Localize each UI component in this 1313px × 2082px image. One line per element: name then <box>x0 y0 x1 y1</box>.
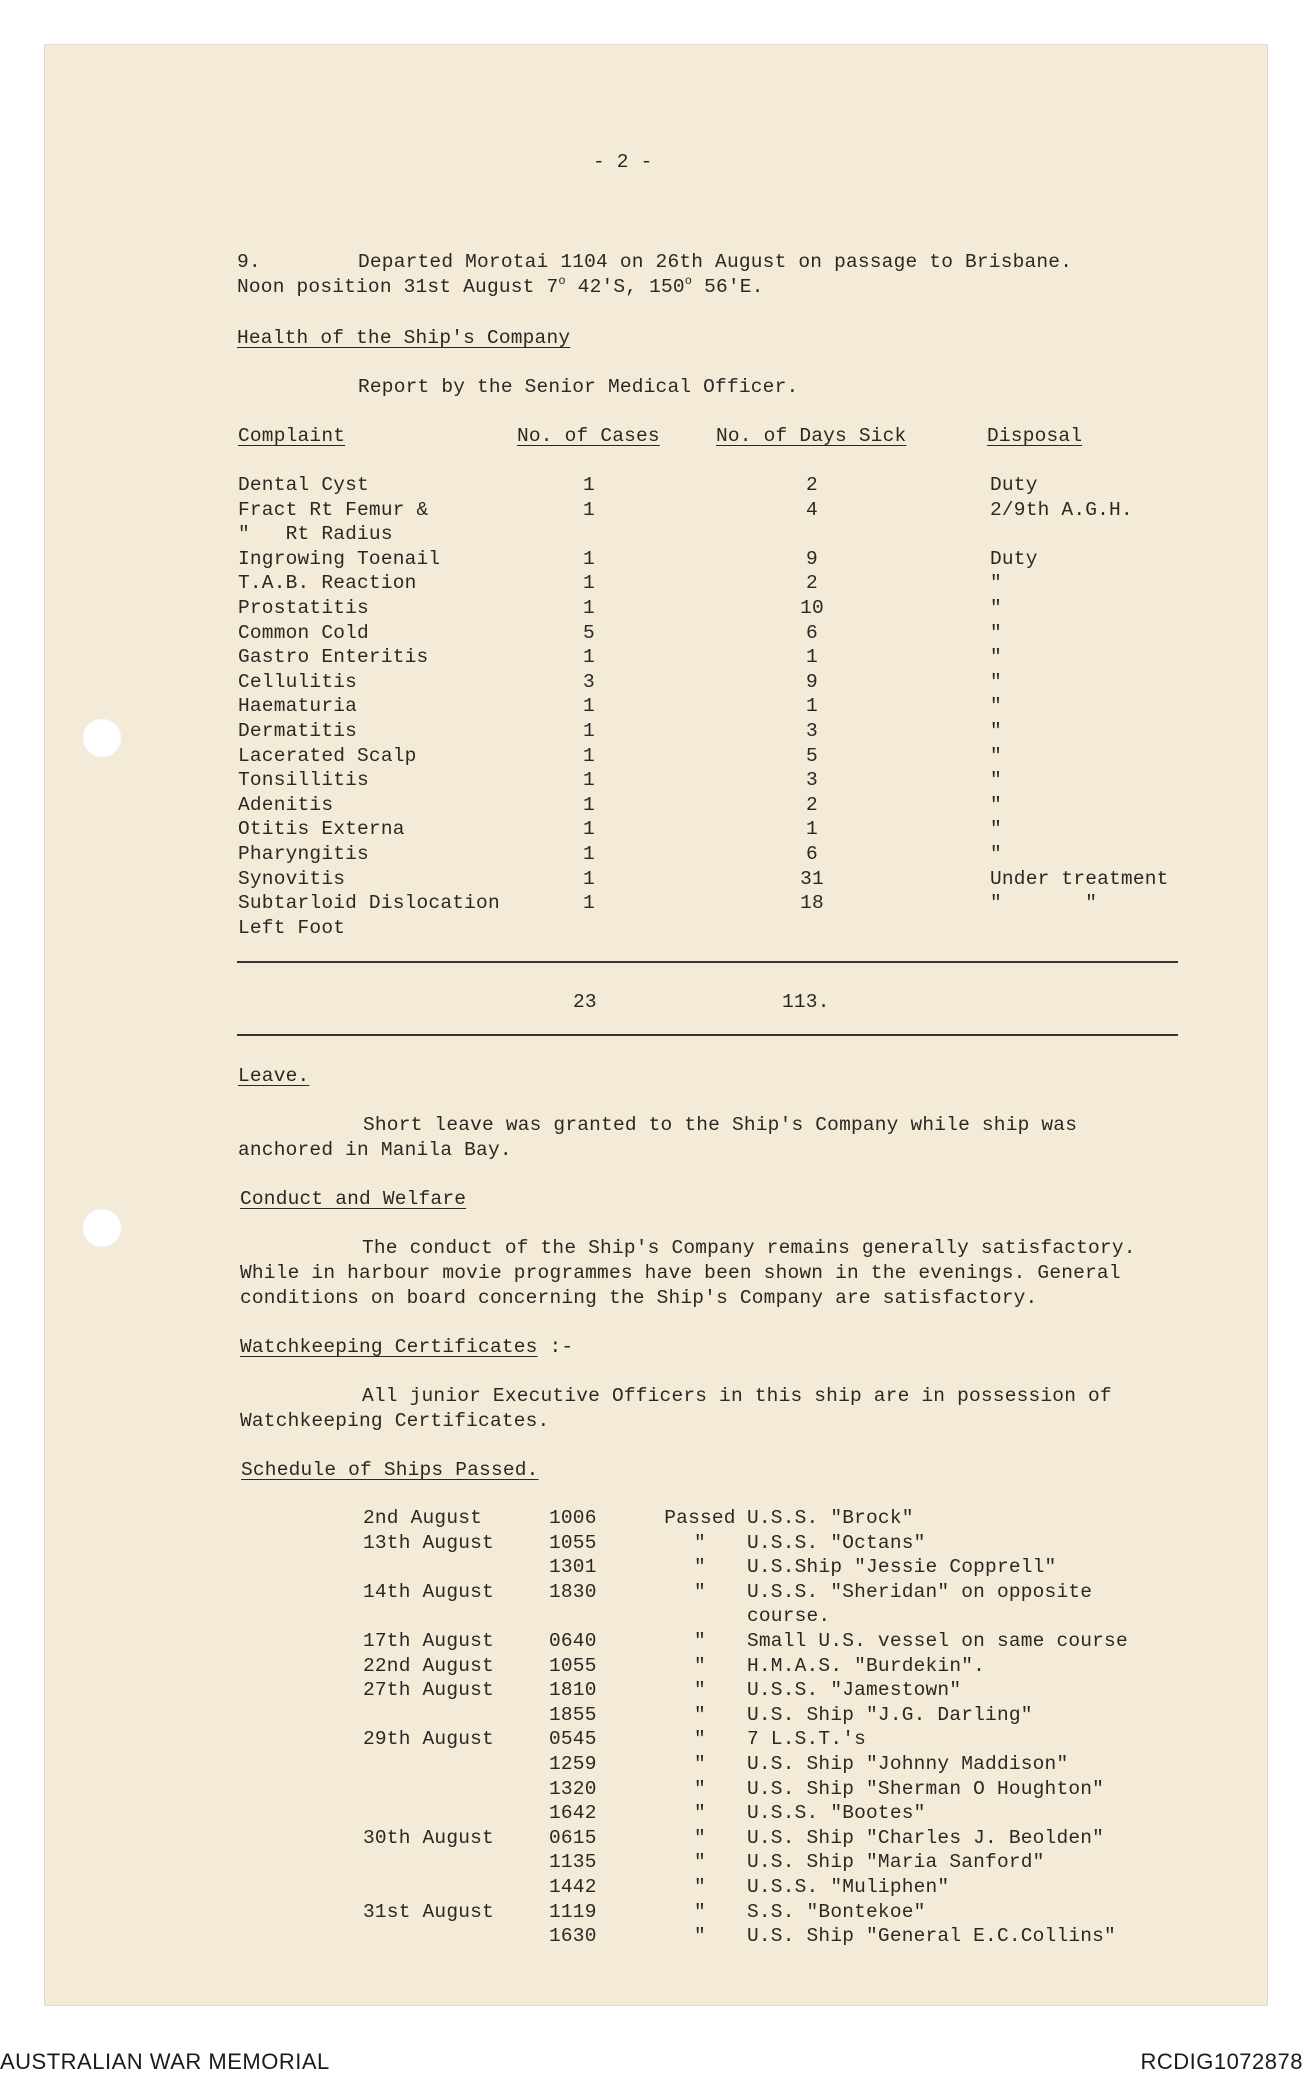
cell-complaint: Left Foot <box>238 916 346 939</box>
schedule-time: 1830 <box>549 1580 597 1603</box>
cell-days: 4 <box>806 498 818 521</box>
schedule-ship: U.S. Ship "General E.C.Collins" <box>747 1925 1116 1948</box>
cell-disposal: " <box>990 818 1002 841</box>
cell-disposal: 2/9th A.G.H. <box>990 498 1133 521</box>
cell-disposal: " <box>990 695 1002 718</box>
cell-complaint: T.A.B. Reaction <box>238 572 417 595</box>
schedule-ship: U.S. Ship "Maria Sanford" <box>747 1851 1045 1874</box>
schedule-mark: " <box>694 1753 706 1775</box>
cell-days: 6 <box>806 843 818 865</box>
schedule-time: 1630 <box>549 1925 597 1948</box>
para9-line2: Noon position 31st August 7$^o$ 42'S, 150$^o$ 56'E. <box>237 274 764 298</box>
cell-cases: 1 <box>583 793 595 816</box>
schedule-time: 1135 <box>549 1851 597 1874</box>
schedule-time: 1259 <box>549 1753 597 1775</box>
schedule-ship: U.S.Ship "Jessie Copprell" <box>747 1556 1057 1579</box>
cell-cases: 1 <box>583 597 595 619</box>
cell-cases: 1 <box>583 818 595 841</box>
schedule-date: 22nd August <box>363 1654 494 1677</box>
cell-cases: 1 <box>583 744 595 767</box>
schedule-ship: U.S. Ship "Charles J. Beolden" <box>747 1826 1105 1849</box>
schedule-ship: 7 L.S.T.'s <box>747 1728 867 1751</box>
cell-cases: 3 <box>583 670 595 693</box>
schedule-time: 1055 <box>549 1531 597 1554</box>
col-header-cases: No. of Cases <box>517 425 660 447</box>
schedule-time: 1301 <box>549 1556 597 1579</box>
cell-disposal: " <box>990 793 1002 816</box>
para-number: 9. <box>237 251 261 273</box>
cell-cases: 1 <box>583 474 595 496</box>
table-rule <box>237 961 1178 963</box>
cell-complaint: Otitis Externa <box>238 818 405 841</box>
col-header-days: No. of Days Sick <box>716 425 907 447</box>
conduct-line1: The conduct of the Ship's Company remains generally satisfactory. <box>362 1237 1136 1259</box>
page-number: - 2 - <box>593 151 653 173</box>
schedule-mark: " <box>694 1900 706 1923</box>
schedule-date: 30th August <box>363 1826 494 1849</box>
schedule-date: 27th August <box>363 1679 494 1702</box>
cell-cases: 1 <box>583 843 595 865</box>
cell-disposal: " <box>990 597 1002 619</box>
cell-days: 31 <box>800 867 824 890</box>
leave-line1: Short leave was granted to the Ship's Company while ship was <box>363 1114 1078 1136</box>
schedule-ship: S.S. "Bontekoe" <box>747 1900 926 1923</box>
cell-days: 6 <box>806 621 818 644</box>
cell-disposal: Duty <box>990 547 1038 570</box>
leave-heading: Leave. <box>238 1065 310 1087</box>
cell-complaint: Ingrowing Toenail <box>238 547 441 570</box>
schedule-date: 29th August <box>363 1728 494 1751</box>
schedule-ship: U.S.S. "Sheridan" on opposite <box>747 1580 1093 1603</box>
schedule-mark: " <box>694 1630 706 1652</box>
schedule-mark: " <box>694 1925 706 1948</box>
watch-heading: Watchkeeping Certificates :- <box>240 1336 574 1358</box>
schedule-ship: Small U.S. vessel on same course <box>747 1630 1128 1652</box>
cell-cases: 1 <box>583 498 595 521</box>
watch-line1: All junior Executive Officers in this ship are in possession of <box>362 1385 1112 1407</box>
cell-disposal: " " <box>990 892 1098 915</box>
cell-days: 1 <box>806 646 818 669</box>
total-cases: 23 <box>573 991 597 1013</box>
health-intro: Report by the Senior Medical Officer. <box>358 376 799 398</box>
schedule-time: 1442 <box>549 1876 597 1898</box>
schedule-ship: U.S.S. "Octans" <box>747 1531 926 1554</box>
cell-cases: 1 <box>583 572 595 595</box>
schedule-heading: Schedule of Ships Passed. <box>241 1459 539 1481</box>
cell-cases: 1 <box>583 547 595 570</box>
schedule-mark: " <box>694 1654 706 1677</box>
cell-days: 1 <box>806 695 818 718</box>
cell-days: 3 <box>806 720 818 742</box>
cell-cases: 1 <box>583 720 595 742</box>
cell-complaint: Dental Cyst <box>238 474 369 496</box>
schedule-mark: " <box>694 1826 706 1849</box>
cell-complaint: Lacerated Scalp <box>238 744 417 767</box>
footer-source: AUSTRALIAN WAR MEMORIAL <box>0 2049 330 2074</box>
cell-disposal: " <box>990 572 1002 595</box>
total-days: 113. <box>782 991 830 1013</box>
schedule-mark: " <box>694 1679 706 1702</box>
conduct-line2: While in harbour movie programmes have been shown in the evenings. General <box>240 1262 1121 1284</box>
cell-disposal: " <box>990 720 1002 742</box>
cell-complaint: Pharyngitis <box>238 843 369 865</box>
col-header-disposal: Disposal <box>987 425 1083 447</box>
cell-cases: 5 <box>583 621 595 644</box>
schedule-time: 1055 <box>549 1654 597 1677</box>
cell-days: 5 <box>806 744 818 767</box>
cell-days: 2 <box>806 474 818 496</box>
para9-line1: Departed Morotai 1104 on 26th August on passage to Brisbane. <box>358 251 1073 273</box>
schedule-mark: " <box>694 1703 706 1726</box>
cell-complaint: Common Cold <box>238 621 369 644</box>
schedule-mark: " <box>694 1531 706 1554</box>
cell-cases: 1 <box>583 695 595 718</box>
schedule-date: 2nd August <box>363 1507 483 1529</box>
cell-disposal: Duty <box>990 474 1038 496</box>
cell-complaint: Dermatitis <box>238 720 358 742</box>
cell-complaint: Adenitis <box>238 793 334 816</box>
cell-days: 10 <box>800 597 824 619</box>
cell-complaint: Subtarloid Dislocation <box>238 892 500 915</box>
schedule-date: 13th August <box>363 1531 494 1554</box>
cell-disposal: " <box>990 744 1002 767</box>
cell-cases: 1 <box>583 867 595 890</box>
schedule-time: 1119 <box>549 1900 597 1923</box>
cell-complaint: Prostatitis <box>238 597 369 619</box>
schedule-mark: Passed <box>664 1507 736 1529</box>
schedule-mark: " <box>694 1876 706 1898</box>
watch-line2: Watchkeeping Certificates. <box>240 1410 550 1432</box>
schedule-mark: " <box>694 1556 706 1579</box>
cell-days: 2 <box>806 793 818 816</box>
cell-days: 1 <box>806 818 818 841</box>
schedule-mark: " <box>694 1777 706 1800</box>
cell-disposal: " <box>990 621 1002 644</box>
schedule-time: 0640 <box>549 1630 597 1652</box>
schedule-ship: U.S. Ship "Johnny Maddison" <box>747 1753 1069 1775</box>
cell-complaint: Fract Rt Femur & <box>238 498 429 521</box>
schedule-date: 14th August <box>363 1580 494 1603</box>
schedule-ship: U.S.S. "Brock" <box>747 1507 914 1529</box>
schedule-mark: " <box>694 1580 706 1603</box>
schedule-time: 1006 <box>549 1507 597 1529</box>
schedule-mark: " <box>694 1851 706 1874</box>
cell-days: 9 <box>806 670 818 693</box>
cell-days: 3 <box>806 769 818 792</box>
schedule-mark: " <box>694 1802 706 1825</box>
cell-complaint: Synovitis <box>238 867 346 890</box>
cell-complaint: " Rt Radius <box>238 523 393 546</box>
cell-days: 18 <box>800 892 824 915</box>
table-rule <box>237 1034 1178 1036</box>
cell-complaint: Cellulitis <box>238 670 358 693</box>
cell-complaint: Tonsillitis <box>238 769 369 792</box>
punch-hole <box>82 1208 122 1248</box>
schedule-ship: U.S. Ship "Sherman O Houghton" <box>747 1777 1105 1800</box>
schedule-time: 1642 <box>549 1802 597 1825</box>
schedule-ship: U.S. Ship "J.G. Darling" <box>747 1703 1033 1726</box>
cell-cases: 1 <box>583 646 595 669</box>
schedule-ship: U.S.S. "Bootes" <box>747 1802 926 1825</box>
cell-days: 2 <box>806 572 818 595</box>
cell-disposal: " <box>990 843 1002 865</box>
cell-complaint: Gastro Enteritis <box>238 646 429 669</box>
schedule-date: 17th August <box>363 1630 494 1652</box>
cell-days: 9 <box>806 547 818 570</box>
schedule-mark: " <box>694 1728 706 1751</box>
cell-disposal: " <box>990 670 1002 693</box>
schedule-time: 0615 <box>549 1826 597 1849</box>
health-heading: Health of the Ship's Company <box>237 327 571 349</box>
schedule-ship: U.S.S. "Muliphen" <box>747 1876 950 1898</box>
leave-line2: anchored in Manila Bay. <box>238 1139 512 1161</box>
schedule-ship: course. <box>747 1605 831 1628</box>
schedule-ship: U.S.S. "Jamestown" <box>747 1679 962 1702</box>
schedule-time: 1320 <box>549 1777 597 1800</box>
cell-disposal: " <box>990 646 1002 669</box>
punch-hole <box>82 718 122 758</box>
schedule-time: 1810 <box>549 1679 597 1702</box>
schedule-time: 0545 <box>549 1728 597 1751</box>
schedule-date: 31st August <box>363 1900 494 1923</box>
cell-cases: 1 <box>583 769 595 792</box>
schedule-ship: H.M.A.S. "Burdekin". <box>747 1654 986 1677</box>
schedule-time: 1855 <box>549 1703 597 1726</box>
col-header-complaint: Complaint <box>238 425 346 447</box>
cell-complaint: Haematuria <box>238 695 358 718</box>
cell-cases: 1 <box>583 892 595 915</box>
conduct-line3: conditions on board concerning the Ship's Company are satisfactory. <box>240 1287 1038 1309</box>
footer-id: RCDIG1072878 <box>1140 2049 1303 2074</box>
cell-disposal: " <box>990 769 1002 792</box>
conduct-heading: Conduct and Welfare <box>240 1188 467 1210</box>
cell-disposal: Under treatment <box>990 867 1169 890</box>
